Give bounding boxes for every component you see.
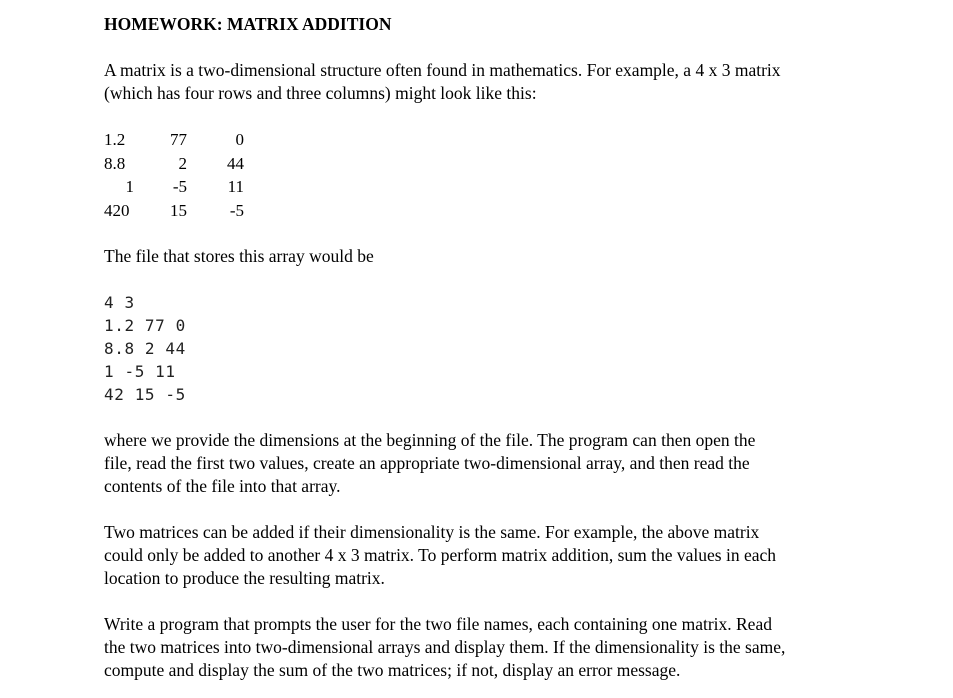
task-line: the two matrices into two-dimensional arrays and display them. If the dimensionality is the same,: [104, 637, 786, 657]
matrix-cell: 420: [104, 200, 130, 220]
dimensions-line: where we provide the dimensions at the beginning of the file. The program can then open the: [104, 430, 756, 450]
file-line: 1 -5 11: [104, 362, 176, 381]
matrix-cell: 2: [178, 153, 187, 173]
addition-paragraph: [104, 521, 904, 590]
task-line: Write a program that prompts the user for the two file names, each containing one matrix. Read: [104, 614, 772, 634]
matrix-cell: 1.2: [104, 130, 126, 149]
matrix-cell: -5: [229, 200, 244, 220]
matrix-cell: 11: [227, 177, 244, 196]
matrix-cell: 0: [235, 130, 244, 149]
matrix-cell: -5: [172, 177, 187, 196]
matrix-row: [104, 199, 244, 223]
intro-line: A matrix is a two-dimensional structure often found in mathematics. For example, a 4 x 3 matrix: [104, 60, 781, 80]
matrix-row: [104, 128, 244, 152]
intro-paragraph: [104, 59, 904, 105]
dimensions-paragraph: [104, 429, 904, 498]
matrix-cell: 15: [170, 200, 187, 220]
matrix-row: [104, 152, 244, 176]
example-matrix: [104, 128, 244, 222]
addition-line: location to produce the resulting matrix.: [104, 568, 385, 588]
file-line: 42 15 -5: [104, 385, 186, 404]
addition-line: Two matrices can be added if their dimensionality is the same. For example, the above matrix: [104, 522, 760, 542]
matrix-row: [104, 175, 244, 199]
file-intro-paragraph: The file that stores this array would be: [104, 246, 374, 266]
task-paragraph: [104, 613, 904, 682]
task-line: compute and display the sum of the two matrices; if not, display an error message.: [104, 660, 681, 680]
file-line: 4 3: [104, 293, 135, 312]
file-line: 1.2 77 0: [104, 316, 186, 335]
document-page: [104, 13, 904, 682]
intro-line: (which has four rows and three columns) might look like this:: [104, 83, 537, 103]
matrix-cell: 1: [125, 177, 134, 196]
matrix-cell: 44: [227, 153, 244, 173]
addition-line: could only be added to another 4 x 3 matrix. To perform matrix addition, sum the values in each: [104, 545, 777, 565]
file-line: 8.8 2 44: [104, 339, 186, 358]
dimensions-line: file, read the first two values, create an appropriate two-dimensional array, and then read the: [104, 453, 750, 473]
dimensions-line: contents of the file into that array.: [104, 476, 341, 496]
file-contents-block: [104, 291, 904, 406]
document-title: HOMEWORK: MATRIX ADDITION: [104, 14, 392, 34]
matrix-cell: 8.8: [104, 153, 126, 173]
matrix-cell: 77: [170, 130, 187, 149]
